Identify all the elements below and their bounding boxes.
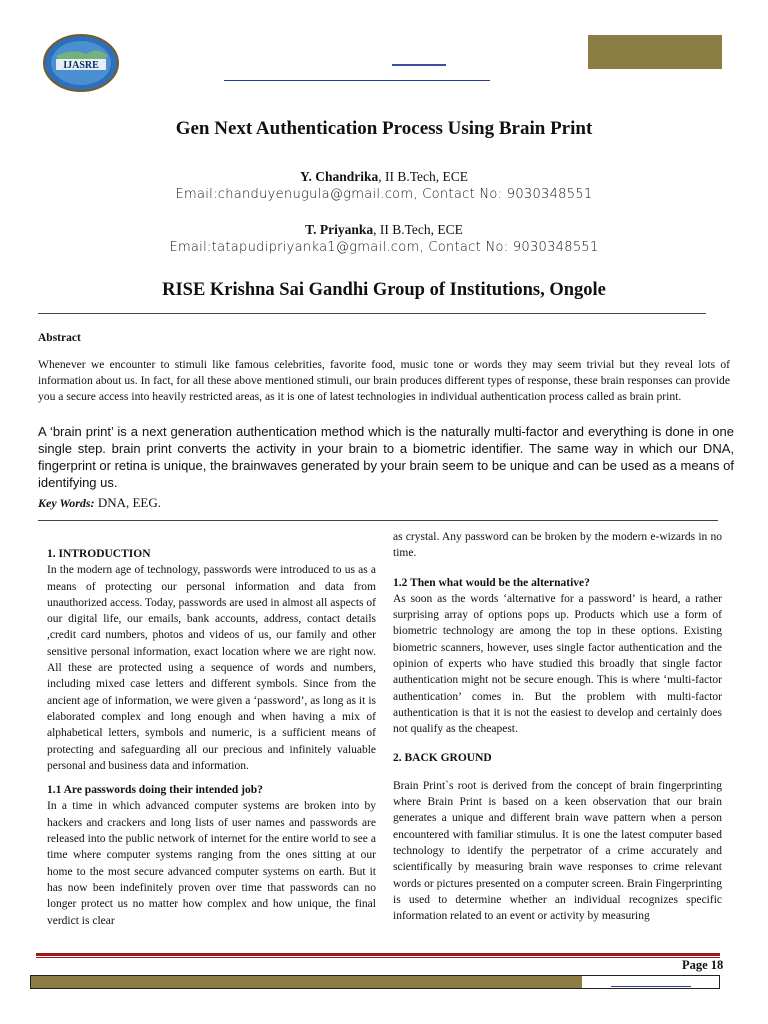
abstract-heading: Abstract — [38, 332, 81, 344]
header-accent-box — [588, 35, 722, 69]
header-url-underline[interactable] — [224, 80, 490, 81]
left-column — [47, 546, 376, 929]
author-2-role: , II B.Tech, ECE — [373, 222, 463, 237]
page-number: Page 18 — [682, 958, 724, 972]
divider — [38, 520, 718, 521]
keywords — [38, 495, 161, 511]
author-2-name: T. Priyanka — [305, 222, 374, 237]
journal-logo — [42, 34, 120, 92]
author-1-role: , II B.Tech, ECE — [378, 169, 469, 184]
author-1-contact: Email:chanduyenugula@gmail.com, Contact No: 9030348551 — [175, 187, 593, 202]
footer-link-underline[interactable] — [611, 986, 691, 987]
right-column — [393, 529, 722, 925]
paper-title: Gen Next Authentication Process Using Brain Print — [175, 118, 593, 139]
section-heading: 1. INTRODUCTION — [47, 548, 151, 560]
footer-accent — [31, 976, 582, 988]
svg-text:IJASRE: IJASRE — [63, 60, 99, 71]
section-text: as crystal. Any password can be broken by the modern e-wizards in no time. — [393, 531, 722, 560]
author-2-contact: Email:tatapudipriyanka1@gmail.com, Contact No: 9030348551 — [169, 240, 599, 255]
section-heading: 1.2 Then what would be the alternative? — [393, 576, 590, 589]
section-text: Brain Print`s root is derived from the concept of brain fingerprinting where Brain Print is based on a keen observation that our brain generates a unique and different brain wave pattern when a person encountered with familiar stimulus. It is one the latest computer based technology to identify the perpetrator of a crime accurately and scientifically by measuring brain wave responses to crime relevant words or pictures presented on a computer screen. Brain Fingerprinting is used to determine whether an individual recognizes specific information related to an event or activity by measuring — [393, 779, 722, 923]
keywords-value: DNA, EEG. — [94, 495, 161, 510]
section-text: In a time in which advanced computer systems are broken into by hackers and crackers and long lists of user names and passwords are released into the public network of internet for the entire world to see a time where computer systems ranging from the ones sitting at our home to the most secure advanced computer systems on earth. But it has now been indefinitely proven over time that passwords can no longer protect us no matter how complex and how unique, the final verdict is clear — [47, 800, 376, 927]
abstract-paragraph-2: A ‘brain print’ is a next generation authentication method which is the naturally multi-factor and everything is done in one single step. brain print converts the activity in your brain to a biometric identifier. The same way in which our DNA, fingerprint or retina is unique, the brainwaves generated by your brain seem to be unique and can be used as a means of identifying us. — [38, 424, 734, 490]
author-2 — [0, 222, 768, 238]
abstract-paragraph-1: Whenever we encounter to stimuli like famous celebrities, favorite food, music tone or words they may seem trivial but they reveal lots of information about us. In fact, for all these above mentioned stimuli, our brain produces different types of response, these brain responses can provide you a secure access into heavily restricted areas, as it is one of latest technologies in individual authentication process called as brain print. — [38, 358, 730, 403]
author-1-name: Y. Chandrika — [299, 169, 379, 184]
header-link-underline[interactable] — [392, 64, 446, 66]
divider — [38, 313, 706, 314]
footer-rule-thin — [36, 957, 720, 958]
section-heading: 2. BACK GROUND — [393, 751, 492, 764]
section-text: In the modern age of technology, passwords were introduced to us as a means of protecting our personal information and data from unauthorized access. Today, passwords are used in almost all aspects of our digital life, our emails, bank accounts, address, contact details ,credit card numbers, photos and videos of us, our family and other sensitive personal information, exact location where we are right now. All these are protected using a sequence of words and numbers, including mixed case letters and different symbols. Since from the ancient age of information, we were given a ‘password’, as long as it is elaborated complex and long enough and when having a mix of alphabetical letters, symbols and numeric, is a sufficient means of protecting and safeguarding all our precious and infinitely valuable personal and business data and information. — [47, 564, 376, 772]
author-1 — [0, 169, 768, 185]
institution: RISE Krishna Sai Gandhi Group of Institutions, Ongole — [162, 280, 606, 300]
section-heading: 1.1 Are passwords doing their intended job? — [47, 784, 263, 797]
footer-rule — [36, 953, 720, 956]
section-text: As soon as the words ‘alternative for a password’ is heard, a rather surprising array of options pops up. Products which use a form of biometric technology are among the top in these options. Existing biometric scanners, however, uses single factor authentication and the opinion of experts who have studied this broadly that single factor authentication might not be secure enough. This is where ‘multi-factor authentication’ comes in. But the problem with multi-factor authentication is that it is not the easiest to develop and certainly does not qualify as the cheapest. — [393, 592, 722, 736]
keywords-label: Key Words: — [38, 496, 95, 510]
